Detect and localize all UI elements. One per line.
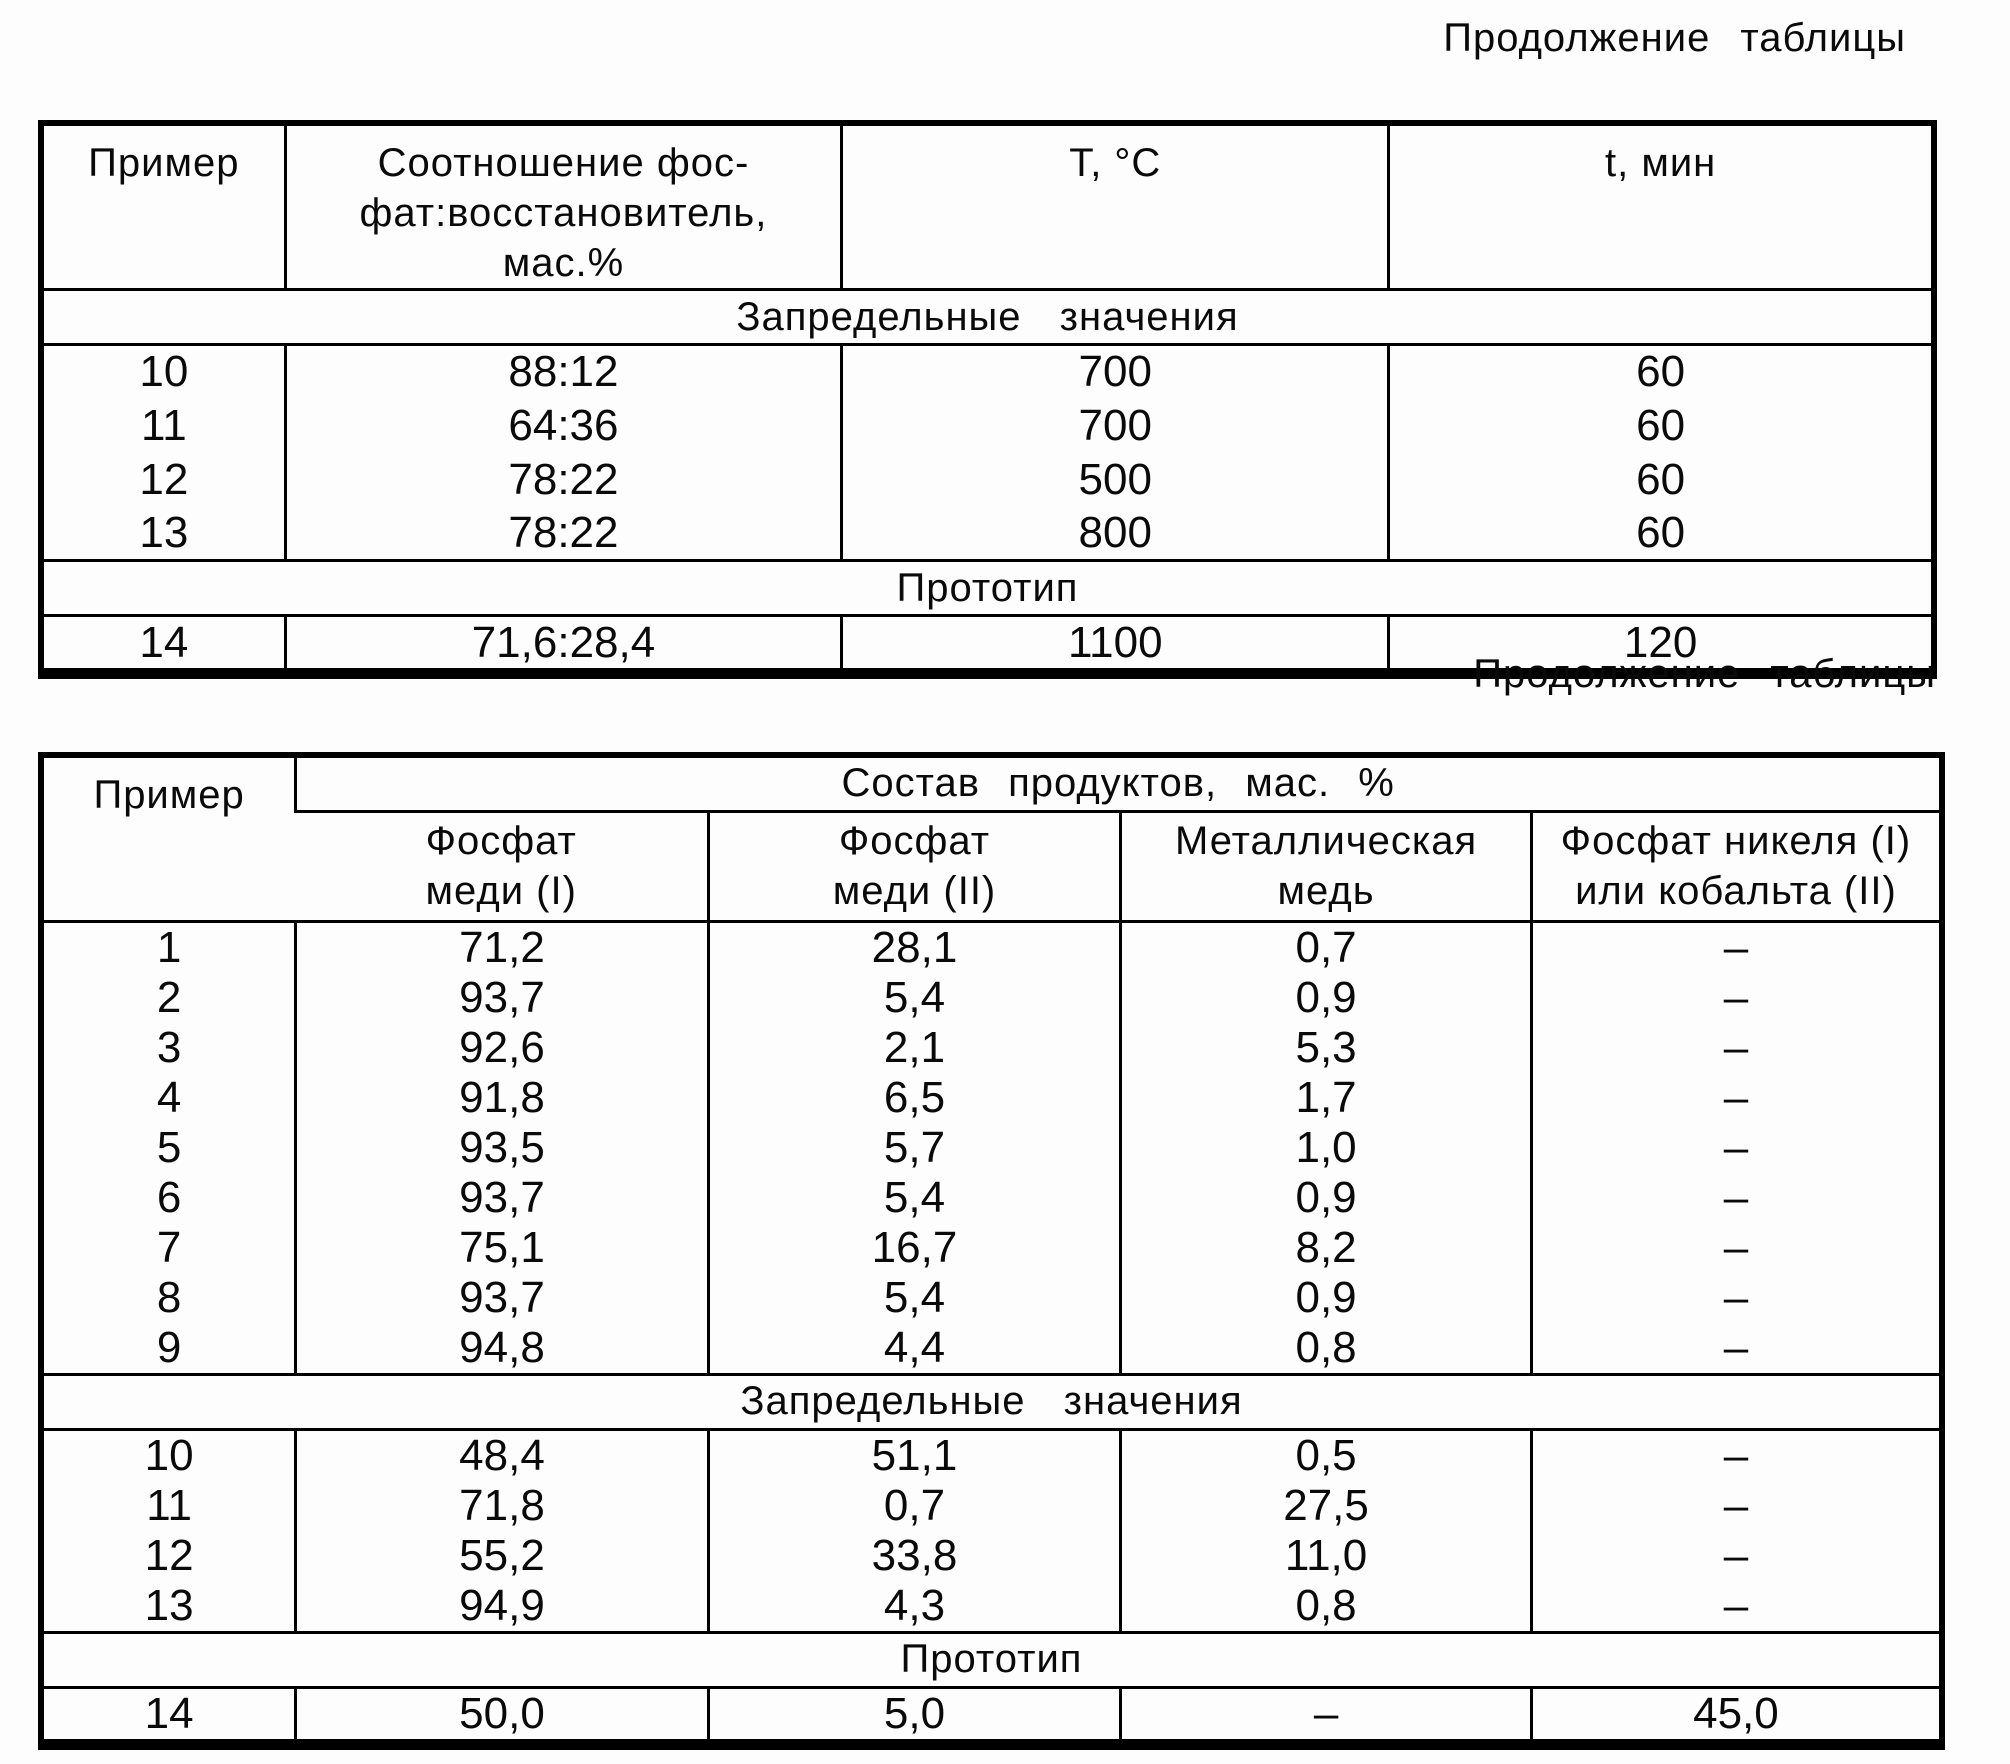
table-row	[41, 1073, 1942, 1123]
product-composition-table	[38, 752, 1945, 1750]
t1-header-ratio-line2: фат:восстановитель,	[359, 191, 768, 235]
cell-copper-phosphate-2: 0,7	[708, 1481, 1121, 1531]
cell-copper-phosphate-2: 4,3	[708, 1581, 1121, 1633]
t1-header-ratio-line3: мас.%	[502, 241, 625, 285]
cell-nickel-phosphate: –	[1531, 1173, 1942, 1223]
cell-example: 5	[156, 1122, 182, 1172]
cell-ratio: 71,6:28,4	[285, 616, 842, 674]
t1-header-temperature-label: Т, °С	[1069, 141, 1162, 185]
cell-copper-phosphate-2: 51,1	[708, 1429, 1121, 1481]
cell-metallic-copper: 11,0	[1121, 1531, 1532, 1581]
cell-time: 60	[1389, 453, 1934, 507]
cell-nickel-phosphate: –	[1531, 973, 1942, 1023]
t2-header-nickel-line1: Фосфат никеля (I)	[1560, 819, 1912, 863]
table-row	[41, 1481, 1942, 1531]
cell-copper-phosphate-1: 93,7	[296, 1173, 709, 1223]
cell-ratio: 88:12	[285, 345, 842, 399]
cell-metallic-copper: 1,0	[1121, 1123, 1532, 1173]
cell-time: 120	[1389, 616, 1934, 674]
table-row	[41, 921, 1942, 973]
cell-example: 10	[144, 1430, 194, 1480]
table-row	[41, 1581, 1942, 1633]
t2-header-example-label: Пример	[93, 773, 245, 817]
table-continuation-caption-middle: Продолжение таблицы	[1473, 652, 1936, 696]
cell-nickel-phosphate: –	[1531, 1123, 1942, 1173]
cell-copper-phosphate-1: 92,6	[296, 1023, 709, 1073]
cell-nickel-phosphate: –	[1531, 1531, 1942, 1581]
t2-header-metallic-line2: медь	[1277, 869, 1375, 913]
process-conditions-table	[38, 120, 1937, 679]
cell-example: 8	[156, 1272, 182, 1322]
t1-section-beyond-limits	[41, 290, 1934, 345]
cell-copper-phosphate-2: 5,4	[708, 1273, 1121, 1323]
cell-copper-phosphate-1: 93,7	[296, 1273, 709, 1323]
t1-section-prototype	[41, 561, 1934, 616]
t2-header-cu2-line2: меди (II)	[832, 869, 997, 913]
cell-metallic-copper: –	[1121, 1687, 1532, 1744]
cell-example: 11	[146, 1480, 192, 1530]
t2-header-nickel-phosphate	[1531, 811, 1942, 921]
cell-time: 60	[1389, 399, 1934, 453]
cell-example: 9	[156, 1322, 182, 1372]
cell-ratio: 78:22	[285, 507, 842, 561]
cell-copper-phosphate-2: 5,4	[708, 1173, 1121, 1223]
cell-time: 60	[1389, 507, 1934, 561]
t2-header-row-2	[41, 811, 1942, 921]
cell-copper-phosphate-2: 5,0	[708, 1687, 1121, 1744]
t1-header-ratio-line1: Соотношение фос-	[377, 141, 750, 185]
cell-example: 6	[156, 1172, 182, 1222]
cell-nickel-phosphate: –	[1531, 1223, 1942, 1273]
cell-copper-phosphate-1: 50,0	[296, 1687, 709, 1744]
t2-section-beyond-limits	[41, 1374, 1942, 1429]
cell-temperature: 800	[842, 507, 1389, 561]
t2-section-prototype-label: Прототип	[41, 1632, 1942, 1687]
table-row	[41, 1223, 1942, 1273]
cell-temperature: 1100	[842, 616, 1389, 674]
cell-copper-phosphate-1: 91,8	[296, 1073, 709, 1123]
cell-copper-phosphate-2: 5,4	[708, 973, 1121, 1023]
t2-section-beyond-limits-label: Запредельные значения	[41, 1374, 1942, 1429]
cell-copper-phosphate-2: 28,1	[708, 921, 1121, 973]
table-row	[41, 1531, 1942, 1581]
t1-header-time	[1389, 123, 1934, 290]
cell-metallic-copper: 8,2	[1121, 1223, 1532, 1273]
t1-header-example-label: Пример	[88, 141, 240, 185]
cell-copper-phosphate-1: 94,8	[296, 1323, 709, 1375]
cell-example: 10	[139, 347, 189, 397]
cell-example: 1	[156, 922, 182, 972]
table-row	[41, 1023, 1942, 1073]
cell-temperature: 700	[842, 345, 1389, 399]
t1-section-prototype-label: Прототип	[41, 561, 1934, 616]
cell-metallic-copper: 0,5	[1121, 1429, 1532, 1481]
cell-nickel-phosphate: –	[1531, 1581, 1942, 1633]
cell-copper-phosphate-1: 71,8	[296, 1481, 709, 1531]
table-row	[41, 973, 1942, 1023]
cell-example: 3	[156, 1022, 182, 1072]
table-row	[41, 507, 1934, 561]
t1-header-ratio	[285, 123, 842, 290]
t2-header-row-1	[41, 755, 1942, 811]
cell-nickel-phosphate: –	[1531, 1273, 1942, 1323]
cell-copper-phosphate-2: 16,7	[708, 1223, 1121, 1273]
cell-example: 14	[144, 1688, 194, 1738]
t1-header-temperature	[842, 123, 1389, 290]
cell-example: 14	[139, 617, 189, 667]
t1-section-beyond-limits-label: Запредельные значения	[41, 290, 1934, 345]
t1-header-example	[41, 123, 285, 290]
cell-nickel-phosphate: –	[1531, 1481, 1942, 1531]
cell-time: 60	[1389, 345, 1934, 399]
table-row	[41, 1123, 1942, 1173]
t2-header-metallic-copper	[1121, 811, 1532, 921]
cell-nickel-phosphate: –	[1531, 1073, 1942, 1123]
cell-copper-phosphate-1: 71,2	[296, 921, 709, 973]
table-row	[41, 1173, 1942, 1223]
t2-header-example	[41, 755, 296, 921]
cell-metallic-copper: 1,7	[1121, 1073, 1532, 1123]
cell-example: 4	[156, 1072, 182, 1122]
cell-copper-phosphate-2: 2,1	[708, 1023, 1121, 1073]
t2-header-copper-phosphate-1	[296, 811, 709, 921]
cell-metallic-copper: 0,8	[1121, 1323, 1532, 1375]
table-row	[41, 1687, 1942, 1744]
cell-metallic-copper: 5,3	[1121, 1023, 1532, 1073]
cell-ratio: 78:22	[285, 453, 842, 507]
cell-copper-phosphate-1: 94,9	[296, 1581, 709, 1633]
cell-nickel-phosphate: –	[1531, 1429, 1942, 1481]
t2-header-cu1-line2: меди (I)	[425, 869, 577, 913]
cell-metallic-copper: 27,5	[1121, 1481, 1532, 1531]
cell-example: 13	[139, 507, 189, 557]
cell-copper-phosphate-1: 75,1	[296, 1223, 709, 1273]
t2-header-cu2-line1: Фосфат	[838, 819, 991, 863]
cell-metallic-copper: 0,9	[1121, 1173, 1532, 1223]
table-row	[41, 453, 1934, 507]
cell-nickel-phosphate: 45,0	[1531, 1687, 1942, 1744]
cell-metallic-copper: 0,9	[1121, 1273, 1532, 1323]
t2-header-nickel-line2: или кобальта (II)	[1575, 869, 1897, 913]
table-row	[41, 399, 1934, 453]
cell-copper-phosphate-1: 55,2	[296, 1531, 709, 1581]
cell-temperature: 700	[842, 399, 1389, 453]
cell-copper-phosphate-1: 93,7	[296, 973, 709, 1023]
t2-header-composition: Состав продуктов, мас. %	[296, 755, 1942, 811]
cell-metallic-copper: 0,7	[1121, 921, 1532, 973]
cell-example: 12	[144, 1530, 194, 1580]
cell-example: 7	[156, 1222, 182, 1272]
table-row	[41, 1429, 1942, 1481]
cell-example: 13	[144, 1580, 194, 1630]
cell-example: 2	[156, 972, 182, 1022]
t2-header-metallic-line1: Металлическая	[1174, 819, 1478, 863]
table-row	[41, 1323, 1942, 1375]
cell-copper-phosphate-2: 6,5	[708, 1073, 1121, 1123]
cell-copper-phosphate-2: 5,7	[708, 1123, 1121, 1173]
cell-example: 11	[141, 400, 187, 450]
cell-metallic-copper: 0,9	[1121, 973, 1532, 1023]
cell-nickel-phosphate: –	[1531, 1023, 1942, 1073]
cell-temperature: 500	[842, 453, 1389, 507]
cell-copper-phosphate-1: 93,5	[296, 1123, 709, 1173]
cell-metallic-copper: 0,8	[1121, 1581, 1532, 1633]
cell-copper-phosphate-2: 33,8	[708, 1531, 1121, 1581]
cell-nickel-phosphate: –	[1531, 1323, 1942, 1375]
table-row	[41, 1273, 1942, 1323]
t2-section-prototype	[41, 1632, 1942, 1687]
t2-header-copper-phosphate-2	[708, 811, 1121, 921]
cell-copper-phosphate-1: 48,4	[296, 1429, 709, 1481]
table-continuation-caption-top: Продолжение таблицы	[1443, 16, 1906, 60]
table-row	[41, 345, 1934, 399]
t1-header-time-label: t, мин	[1605, 141, 1717, 185]
cell-ratio: 64:36	[285, 399, 842, 453]
t1-header-row	[41, 123, 1934, 290]
cell-nickel-phosphate: –	[1531, 921, 1942, 973]
cell-example: 12	[139, 454, 189, 504]
t2-header-cu1-line1: Фосфат	[425, 819, 577, 863]
cell-copper-phosphate-2: 4,4	[708, 1323, 1121, 1375]
